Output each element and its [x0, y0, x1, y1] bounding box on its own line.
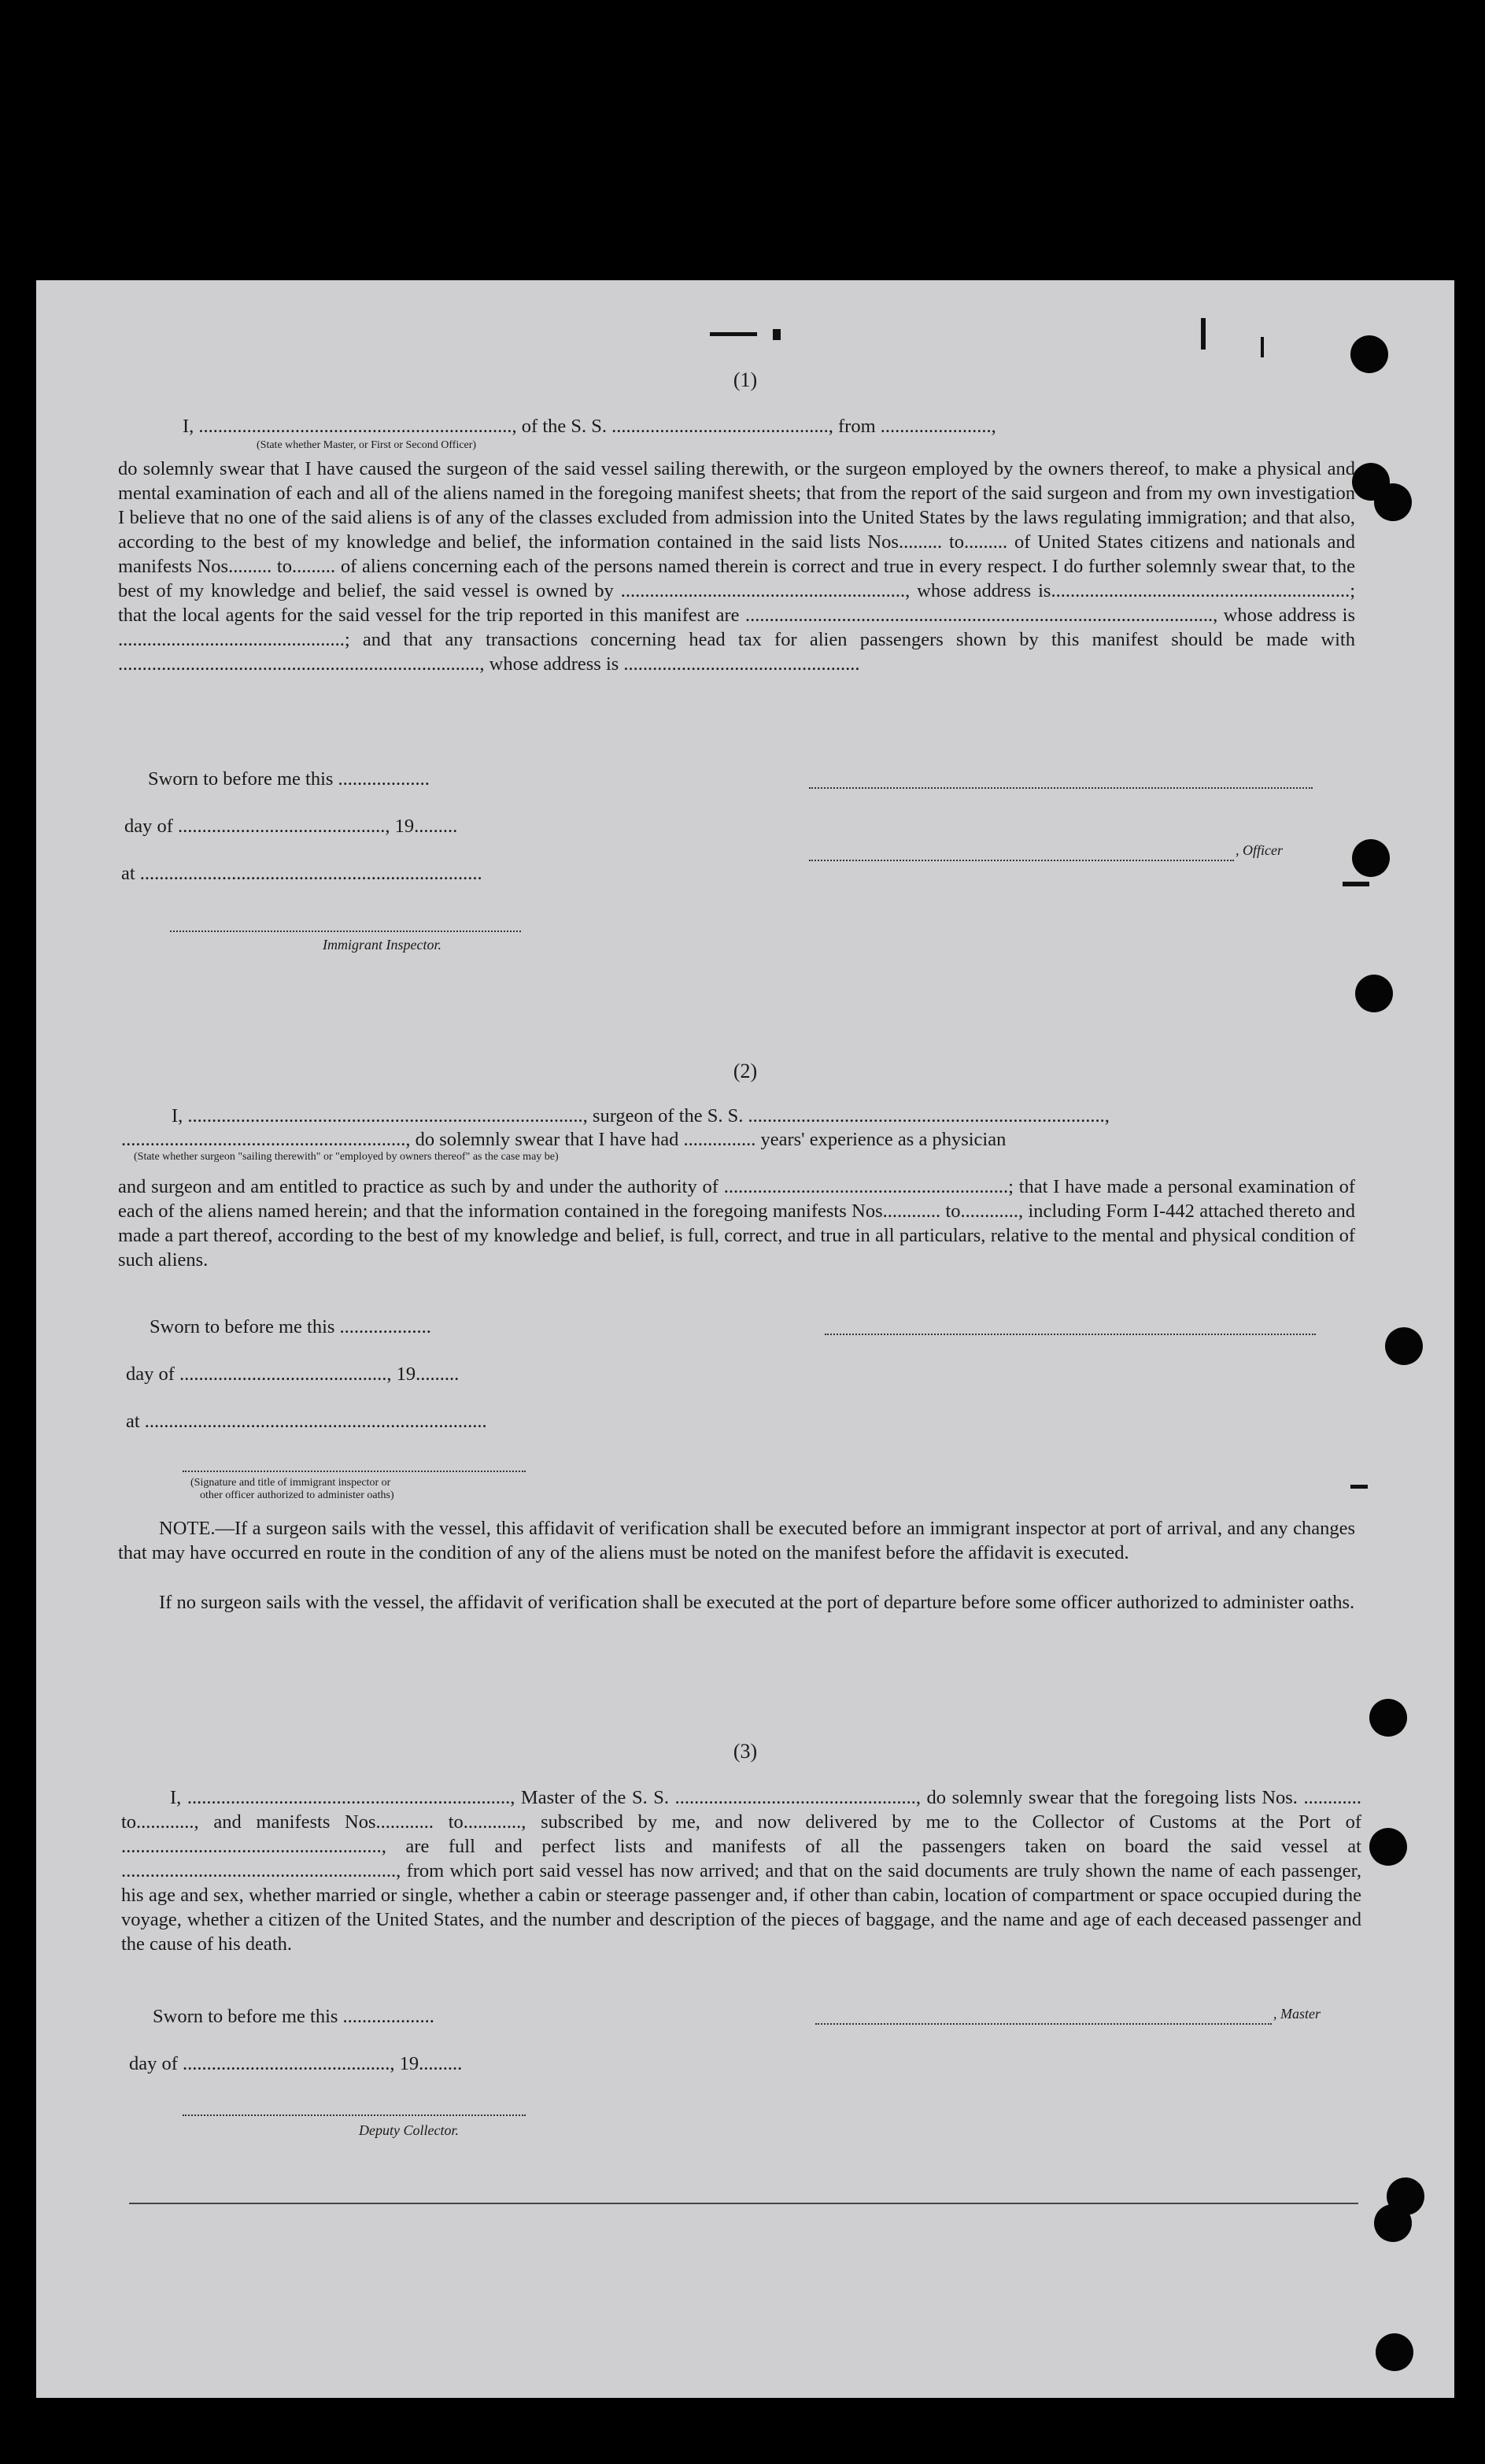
signature-caption-1: (Signature and title of immigrant inspector or: [190, 1477, 391, 1489]
officer-label: , Officer: [1236, 842, 1283, 858]
ink-mark: [1201, 318, 1206, 350]
sworn-before-3: Sworn to before me this ...................: [153, 2006, 434, 2027]
day-of-1: day of ..........................................., 19.........: [124, 816, 458, 837]
inspector-signature-line: [170, 930, 521, 932]
ink-mark: [1343, 882, 1369, 886]
section-1-number: (1): [733, 368, 758, 391]
punch-hole: [1376, 2333, 1413, 2371]
section-1-body: do solemnly swear that I have caused the surgeon of the said vessel sailing therewith, or the surgeon employed by the owners thereof, to make a physical and mental examination of each and all of the aliens named in the foregoing manifest sheets; that from the report of the said surgeon and from my own investigation I believe that no one of the said aliens is of any of the classes excluded from admission into the United States by the laws regulating immigration; and that also, according to the best of my knowledge and belief, the information contained in the said lists Nos......... to......... of United States citizens and nationals and manifests Nos......... to......... of aliens concerning each of the persons named therein is correct and true in every respect. I do further solemnly swear that, to the best of my knowledge and belief, the said vessel is owned by ..........................................................., whose address is..............................................................; that the local agents for the said vessel for the trip reported in this manifest are ................................................................................................., whose address is ...............................................; and that any transactions concerning head tax for alien passengers shown by this manifest should be made with ..........................................................................., whose address is .................................................: [118, 458, 1355, 675]
signature-line-2: [825, 1334, 1316, 1335]
section-3-number: (3): [733, 1740, 758, 1763]
punch-hole: [1352, 839, 1390, 877]
punch-hole: [1374, 483, 1412, 521]
at-2: at .......................................................................: [126, 1411, 487, 1432]
sworn-before-1: Sworn to before me this ...................: [148, 768, 430, 790]
manifest-affidavit-sheet: [36, 280, 1454, 2398]
note-paragraph-2: If no surgeon sails with the vessel, the affidavit of verification shall be executed at the port of departure before some officer authorized to administer oaths.: [159, 1592, 1355, 1613]
deputy-signature-line: [183, 2114, 526, 2116]
section-2-body: and surgeon and am entitled to practice as such by and under the authority of ...........................................................; that I have made a personal examination of each of the aliens named herein; and that the information contained in the foregoing manifests Nos............ to............, including Form I-442 attached thereto and made a part thereof, according to the best of my knowledge and belief, is full, correct, and true in all particulars, relative to the mental and physical condition of such aliens.: [118, 1176, 1355, 1271]
ink-mark: [1261, 337, 1264, 357]
day-of-2: day of ..........................................., 19.........: [126, 1363, 460, 1385]
immigrant-inspector-label: Immigrant Inspector.: [323, 937, 441, 953]
section-2-number: (2): [733, 1060, 758, 1082]
punch-hole: [1350, 335, 1388, 373]
surgeon-caption: (State whether surgeon "sailing therewith" or "employed by owners thereof" as the case may be): [134, 1151, 559, 1163]
ink-mark: [773, 329, 781, 340]
punch-hole: [1385, 1327, 1423, 1365]
signature-caption-2: other officer authorized to administer oaths): [200, 1489, 394, 1501]
punch-hole: [1369, 1699, 1407, 1737]
deputy-collector-label: Deputy Collector.: [359, 2122, 459, 2138]
signature-line-1: [809, 787, 1313, 789]
ink-mark: [710, 332, 757, 336]
section-2-oath-line-2: ..........................................................., do solemnly swear that I have had ............... years' experience as a physician: [121, 1129, 1007, 1150]
inspector-signature-line-2: [183, 1471, 526, 1472]
at-1: at .......................................................................: [121, 863, 482, 884]
master-label: , Master: [1273, 2006, 1321, 2022]
officer-caption: (State whether Master, or First or Second Officer): [257, 439, 477, 451]
punch-hole: [1369, 1828, 1407, 1866]
ink-mark: [1350, 1485, 1368, 1489]
section-3-body: I, ..................................................................., Master of the S. S. .................................................., do solemnly swear that the foregoing lists Nos. ............ to............, and manifests Nos............ to............, subscribed by me, and now delivered by me to the Collector of Customs at the Port of ......................................................, are full and perfect lists and manifests of all the passengers taken on board the said vessel at ........................................................., from which port said vessel has now arrived; and that on the said documents are truly shown the name of each passenger, his age and sex, whether married or single, whether a cabin or steerage passenger and, if other than cabin, location of compartment or space occupied during the voyage, whether a citizen of the United States, and the number and description of the pieces of baggage, and the name and age of each deceased passenger and the cause of his death.: [121, 1787, 1361, 1955]
bottom-rule: [129, 2203, 1358, 2204]
punch-hole: [1374, 2204, 1412, 2242]
section-1-oath-line: I, ................................................................., of the S. S. ............................................., from .......................,: [183, 416, 996, 437]
note-paragraph: NOTE.—If a surgeon sails with the vessel, this affidavit of verification shall be executed before an immigrant inspector at port of arrival, and any changes that may have occurred en route in the condition of any of the aliens must be noted on the manifest before the affidavit is executed.: [118, 1518, 1355, 1563]
master-signature-line: [815, 2023, 1272, 2025]
day-of-3: day of ..........................................., 19.........: [129, 2053, 463, 2074]
punch-hole: [1355, 975, 1393, 1012]
officer-signature-line: [809, 860, 1234, 861]
section-2-oath-line: I, .................................................................................., surgeon of the S. S. ..........................................................................,: [172, 1105, 1110, 1127]
sworn-before-2: Sworn to before me this ...................: [150, 1316, 431, 1337]
